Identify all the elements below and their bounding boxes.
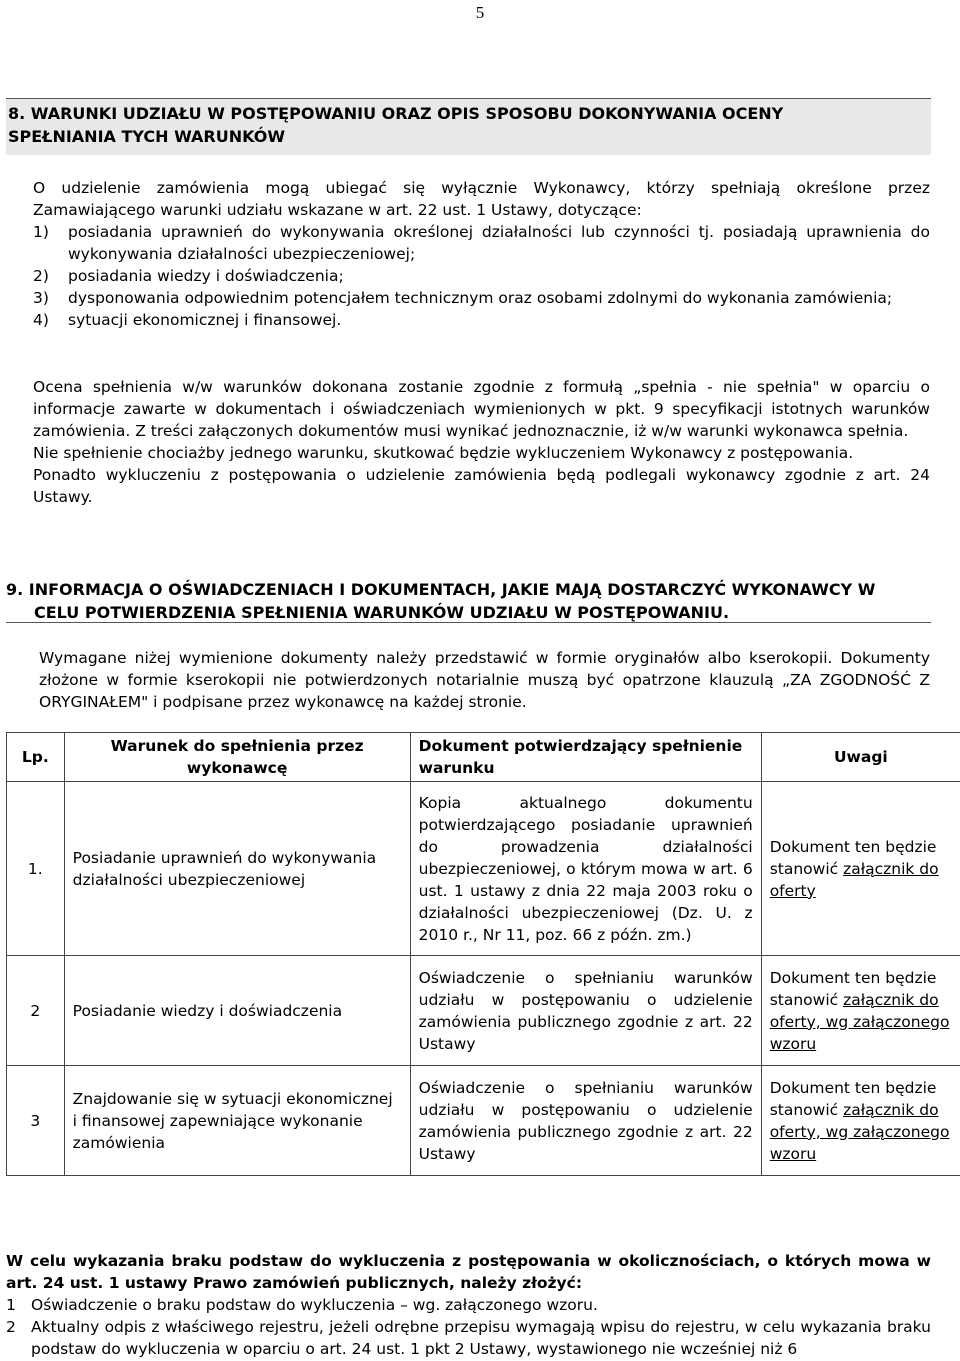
exclusion-documents-section	[6, 1250, 931, 1360]
list-number: 3)	[33, 289, 49, 307]
section-9-heading	[6, 578, 931, 623]
remarks-underlined: załącznik do oferty, wg załączonego wzoru	[769, 1100, 950, 1163]
table-row	[7, 782, 960, 956]
header-remarks: Uwagi	[761, 733, 960, 782]
section-8-intro: O udzielenie zamówienia mogą ubiegać się wyłącznie Wykonawcy, którzy spełniają określone przez Zamawiającego warunki udziału wskazane w art. 22 ust. 1 Ustawy, dotyczące:	[33, 179, 930, 219]
list-text: sytuacji ekonomicznej i finansowej.	[68, 311, 342, 329]
requirements-table	[6, 732, 960, 1176]
cell-document: Oświadczenie o spełnianiu warunków udziału w postępowaniu o udzielenie zamówienia publicznego zgodnie z art. 22 Ustawy	[410, 1066, 761, 1176]
section-9-intro: Wymagane niżej wymienione dokumenty należy przedstawić w formie oryginałów albo kserokopii. Dokumenty złożone w formie kserokopii nie potwierdzonych notarialnie muszą być opatrzone klauzulą „ZA ZGODNOŚĆ Z ORYGINAŁEM" i podpisane przez wykonawcę na każdej stronie.	[39, 649, 930, 711]
exclusion-documents-heading: W celu wykazania braku podstaw do wykluczenia z postępowania w okolicznościach, o których mowa w art. 24 ust. 1 ustawy Prawo zamówień publicznych, należy złożyć:	[6, 1252, 931, 1292]
cell-condition: Znajdowanie się w sytuacji ekonomicznej i finansowej zapewniające wykonanie zamówienia	[64, 1066, 410, 1176]
section-9-body	[39, 647, 930, 713]
list-text: posiadania uprawnień do wykonywania określonej działalności lub czynności tj. posiadają uprawnienia do wykonywania działalności ubezpieczeniowej;	[68, 223, 930, 263]
list-number: 1	[6, 1296, 16, 1314]
exclusion-paragraph-2: Ponadto wykluczeniu z postępowania o udzielenie zamówienia będą podlegali wykonawcy zgodnie z art. 24 Ustawy.	[33, 466, 930, 506]
list-item	[6, 1316, 931, 1360]
remarks-prefix: Dokument ten będzie stanowić	[769, 968, 937, 1009]
cell-lp: 1.	[7, 782, 65, 956]
section-8-assessment-block	[33, 376, 930, 508]
remarks-prefix: Dokument ten będzie stanowić	[769, 837, 937, 878]
section-9-heading-line1: 9. INFORMACJA O OŚWIADCZENIACH I DOKUMENTACH, JAKIE MAJĄ DOSTARCZYĆ WYKONAWCY W	[6, 580, 876, 599]
table-header-row	[7, 733, 960, 782]
cell-remarks	[761, 782, 960, 956]
list-item	[6, 1294, 931, 1316]
cell-condition: Posiadanie uprawnień do wykonywania działalności ubezpieczeniowej	[64, 782, 410, 956]
header-condition: Warunek do spełnienia przez wykonawcę	[64, 733, 410, 782]
list-number: 1)	[33, 223, 49, 241]
cell-document: Oświadczenie o spełnianiu warunków udziału w postępowaniu o udzielenie zamówienia publicznego zgodnie z art. 22 Ustawy	[410, 956, 761, 1066]
section-8-heading-line2: SPEŁNIANIA TYCH WARUNKÓW	[8, 127, 286, 146]
header-lp: Lp.	[7, 733, 65, 782]
list-number: 2	[6, 1318, 16, 1336]
cell-condition: Posiadanie wiedzy i doświadczenia	[64, 956, 410, 1066]
cell-document: Kopia aktualnego dokumentu potwierdzającego posiadanie uprawnień do prowadzenia działalności ubezpieczeniowej, o którym mowa w art. 6 ust. 1 ustawy z dnia 22 maja 2003 roku o działalności ubezpieczeniowej (Dz. U. z 2010 r., Nr 11, poz. 66 z późn. zm.)	[410, 782, 761, 956]
section-8-body	[33, 177, 930, 331]
section-8-heading	[6, 98, 931, 155]
cell-lp: 3	[7, 1066, 65, 1176]
section-9-heading-line2: CELU POTWIERDZENIA SPEŁNIENIA WARUNKÓW UDZIAŁU W POSTĘPOWANIU.	[34, 603, 730, 622]
exclusion-paragraph: Nie spełnienie chociażby jednego warunku, skutkować będzie wykluczeniem Wykonawcy z postępowania.	[33, 444, 854, 462]
header-document: Dokument potwierdzający spełnienie warunku	[410, 733, 761, 782]
list-number: 2)	[33, 267, 49, 285]
page-number: 5	[475, 3, 485, 22]
list-text: Oświadczenie o braku podstaw do wykluczenia – wg. załączonego wzoru.	[31, 1296, 598, 1314]
condition-list-item	[33, 265, 930, 287]
condition-list-item	[33, 309, 930, 331]
remarks-prefix: Dokument ten będzie stanowić	[769, 1078, 937, 1119]
table-row	[7, 956, 960, 1066]
table-row	[7, 1066, 960, 1176]
list-text: posiadania wiedzy i doświadczenia;	[68, 267, 344, 285]
condition-list-item	[33, 221, 930, 265]
list-text: dysponowania odpowiednim potencjałem technicznym oraz osobami zdolnymi do wykonania zamówienia;	[68, 289, 893, 307]
remarks-underlined: załącznik do oferty	[769, 859, 939, 900]
list-number: 4)	[33, 311, 49, 329]
list-text: Aktualny odpis z właściwego rejestru, jeżeli odrębne przepisu wymagają wpisu do rejestru, w celu wykazania braku podstaw do wykluczenia w oparciu o art. 24 ust. 1 pkt 2 Ustawy, wystawionego nie wcześniej niż 6	[31, 1318, 931, 1358]
remarks-underlined: załącznik do oferty, wg załączonego wzoru	[769, 990, 950, 1053]
cell-remarks	[761, 1066, 960, 1176]
cell-lp: 2	[7, 956, 65, 1066]
cell-remarks	[761, 956, 960, 1066]
section-8-heading-line1: 8. WARUNKI UDZIAŁU W POSTĘPOWANIU ORAZ OPIS SPOSOBU DOKONYWANIA OCENY	[8, 104, 784, 123]
assessment-paragraph: Ocena spełnienia w/w warunków dokonana zostanie zgodnie z formułą „spełnia - nie spełnia" w oparciu o informacje zawarte w dokumentach i oświadczeniach wymienionych w pkt. 9 specyfikacji istotnych warunków zamówienia. Z treści załączonych dokumentów musi wynikać jednoznacznie, iż w/w warunki wykonawca spełnia.	[33, 378, 930, 440]
condition-list-item	[33, 287, 930, 309]
